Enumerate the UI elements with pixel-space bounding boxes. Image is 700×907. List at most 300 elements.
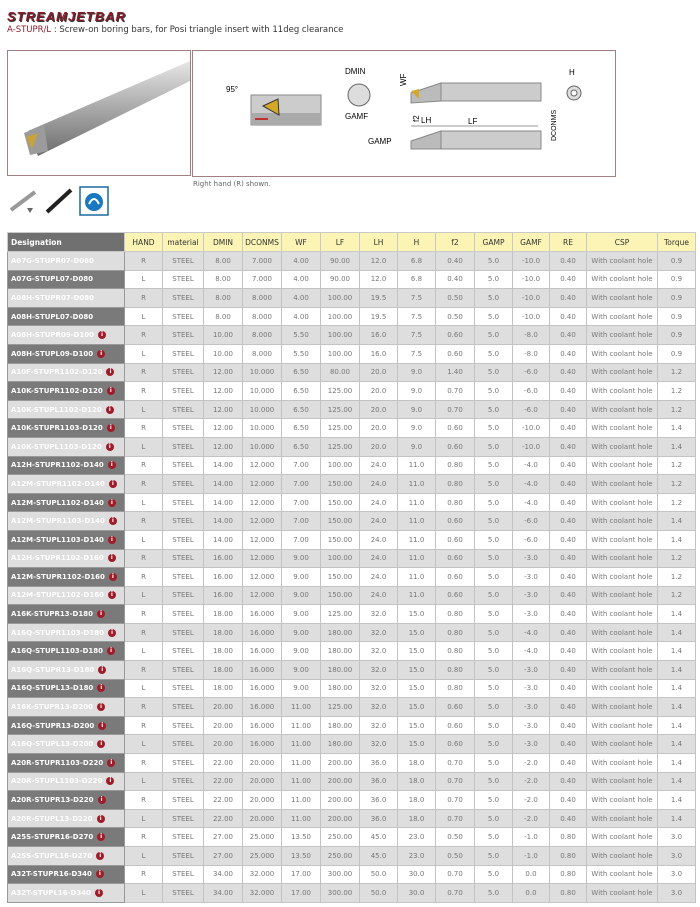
designation-link[interactable]: A12M-STUPL1103-D140 xyxy=(11,535,104,544)
cell-re: 0.40 xyxy=(550,716,587,735)
cell-re: 0.40 xyxy=(550,512,587,531)
cell-gamf: -6.0 xyxy=(513,512,550,531)
cell-f2: 0.80 xyxy=(436,623,475,642)
designation-cell[interactable] xyxy=(8,400,125,419)
table-row xyxy=(8,475,696,494)
info-icon[interactable]: i xyxy=(107,387,115,395)
designation-cell[interactable] xyxy=(8,419,125,438)
designation-cell[interactable] xyxy=(8,307,125,326)
cell-re: 0.40 xyxy=(550,754,587,773)
cell-re: 0.40 xyxy=(550,326,587,345)
table-row xyxy=(8,252,696,271)
table-row xyxy=(8,586,696,605)
cell-wf: 4.00 xyxy=(282,270,321,289)
table-row xyxy=(8,772,696,791)
cell-re: 0.40 xyxy=(550,642,587,661)
cell-re: 0.40 xyxy=(550,437,587,456)
designation-link[interactable]: A08H-STUPR07-D080 xyxy=(11,293,95,302)
cell-csp: With coolant hole xyxy=(587,307,658,326)
cell-gamp: 5.0 xyxy=(475,344,513,363)
cell-dconms: 12.000 xyxy=(243,549,282,568)
designation-link[interactable]: A32T-STUPR16-D340 xyxy=(11,870,92,879)
cell-hand: R xyxy=(125,568,163,587)
info-icon[interactable]: i xyxy=(108,536,116,544)
cell-gamp: 5.0 xyxy=(475,754,513,773)
designation-link[interactable]: A08H-STUPL07-D080 xyxy=(11,312,94,321)
cell-torque: 1.2 xyxy=(658,382,696,401)
table-row xyxy=(8,716,696,735)
table-row xyxy=(8,326,696,345)
info-icon[interactable]: i xyxy=(98,796,106,804)
designation-cell[interactable] xyxy=(8,623,125,642)
column-header: f2 xyxy=(436,233,475,252)
cell-hand: R xyxy=(125,828,163,847)
cell-gamf: -3.0 xyxy=(513,679,550,698)
info-icon[interactable]: i xyxy=(109,480,117,488)
info-icon[interactable]: i xyxy=(109,517,117,525)
cell-lf: 150.00 xyxy=(321,586,360,605)
cell-material: STEEL xyxy=(163,289,204,308)
cell-dconms: 16.000 xyxy=(243,623,282,642)
info-icon[interactable]: i xyxy=(96,852,104,860)
designation-cell[interactable] xyxy=(8,698,125,717)
designation-cell[interactable] xyxy=(8,754,125,773)
cell-hand: L xyxy=(125,847,163,866)
cell-f2: 0.80 xyxy=(436,679,475,698)
cell-material: STEEL xyxy=(163,791,204,810)
info-icon[interactable]: i xyxy=(106,406,114,414)
cell-lf: 100.00 xyxy=(321,456,360,475)
cell-material: STEEL xyxy=(163,549,204,568)
designation-cell[interactable] xyxy=(8,456,125,475)
cell-material: STEEL xyxy=(163,252,204,271)
designation-cell[interactable] xyxy=(8,289,125,308)
cell-torque: 0.9 xyxy=(658,307,696,326)
info-icon[interactable]: i xyxy=(108,629,116,637)
designation-link[interactable]: A10K-STUPR1103-D120 xyxy=(11,424,103,433)
cell-dconms: 16.000 xyxy=(243,698,282,717)
cell-dconms: 25.000 xyxy=(243,847,282,866)
cell-torque: 0.9 xyxy=(658,289,696,308)
designation-link[interactable]: A12M-STUPR1102-D160 xyxy=(11,572,105,581)
cell-dmin: 34.00 xyxy=(204,865,243,884)
info-icon[interactable]: i xyxy=(108,461,116,469)
designation-cell[interactable] xyxy=(8,270,125,289)
info-icon[interactable]: i xyxy=(97,703,105,711)
cell-material: STEEL xyxy=(163,605,204,624)
column-header: GAMP xyxy=(475,233,513,252)
table-row xyxy=(8,493,696,512)
cell-re: 0.80 xyxy=(550,865,587,884)
table-row xyxy=(8,382,696,401)
column-header: LF xyxy=(321,233,360,252)
cell-f2: 0.60 xyxy=(436,568,475,587)
designation-link[interactable]: A08H-STUPR09-D100 xyxy=(11,331,95,340)
designation-link[interactable]: A10F-STUPR1102-D120 xyxy=(11,368,103,377)
info-icon[interactable]: i xyxy=(107,759,115,767)
cell-dconms: 12.000 xyxy=(243,586,282,605)
cell-wf: 5.50 xyxy=(282,344,321,363)
cell-gamf: -10.0 xyxy=(513,270,550,289)
cell-hand: R xyxy=(125,791,163,810)
cell-wf: 13.50 xyxy=(282,828,321,847)
cell-dconms: 12.000 xyxy=(243,568,282,587)
cell-h: 9.0 xyxy=(398,382,436,401)
cell-lh: 24.0 xyxy=(360,549,398,568)
cell-f2: 0.40 xyxy=(436,270,475,289)
designation-cell[interactable] xyxy=(8,735,125,754)
cell-csp: With coolant hole xyxy=(587,828,658,847)
cell-dconms: 20.000 xyxy=(243,809,282,828)
info-icon[interactable]: i xyxy=(106,443,114,451)
cell-dconms: 8.000 xyxy=(243,326,282,345)
cell-material: STEEL xyxy=(163,400,204,419)
designation-link[interactable]: A16Q-STUPL1103-D180 xyxy=(11,647,104,656)
cell-dmin: 22.00 xyxy=(204,772,243,791)
cell-h: 9.0 xyxy=(398,363,436,382)
column-header: LH xyxy=(360,233,398,252)
designation-cell[interactable] xyxy=(8,493,125,512)
info-icon[interactable]: i xyxy=(108,499,116,507)
cell-dconms: 16.000 xyxy=(243,679,282,698)
cell-lh: 45.0 xyxy=(360,847,398,866)
designation-link[interactable]: A25S-STUPR16-D270 xyxy=(11,833,94,842)
cell-torque: 1.4 xyxy=(658,419,696,438)
cell-gamp: 5.0 xyxy=(475,772,513,791)
cell-gamf: -10.0 xyxy=(513,437,550,456)
designation-cell[interactable] xyxy=(8,847,125,866)
cell-gamf: -6.0 xyxy=(513,363,550,382)
designation-cell[interactable] xyxy=(8,884,125,903)
designation-link[interactable]: A16Q-STUPL13-D180 xyxy=(11,684,94,693)
info-icon[interactable]: i xyxy=(108,554,116,562)
designation-link[interactable]: A12H-STUPR1102-D140 xyxy=(11,461,104,470)
cell-f2: 0.70 xyxy=(436,865,475,884)
cell-f2: 0.50 xyxy=(436,307,475,326)
cell-lh: 24.0 xyxy=(360,568,398,587)
designation-cell[interactable] xyxy=(8,661,125,680)
designation-cell[interactable] xyxy=(8,865,125,884)
cell-material: STEEL xyxy=(163,512,204,531)
cell-gamf: -6.0 xyxy=(513,530,550,549)
cell-f2: 0.70 xyxy=(436,382,475,401)
designation-cell[interactable] xyxy=(8,382,125,401)
cell-re: 0.80 xyxy=(550,847,587,866)
designation-cell[interactable] xyxy=(8,437,125,456)
cell-re: 0.40 xyxy=(550,809,587,828)
cell-gamp: 5.0 xyxy=(475,679,513,698)
cell-dconms: 12.000 xyxy=(243,456,282,475)
cell-lh: 12.0 xyxy=(360,252,398,271)
designation-link[interactable]: A08H-STUPL09-D100 xyxy=(11,349,94,358)
info-icon[interactable]: i xyxy=(97,350,105,358)
svg-text:LF: LF xyxy=(468,117,478,126)
info-icon[interactable]: i xyxy=(109,573,117,581)
designation-cell[interactable] xyxy=(8,568,125,587)
feature-icons xyxy=(7,186,109,216)
cell-h: 18.0 xyxy=(398,772,436,791)
designation-cell[interactable] xyxy=(8,642,125,661)
cell-dconms: 10.000 xyxy=(243,437,282,456)
cell-dconms: 7.000 xyxy=(243,270,282,289)
cell-hand: L xyxy=(125,642,163,661)
cell-dconms: 10.000 xyxy=(243,382,282,401)
info-icon[interactable]: i xyxy=(97,610,105,618)
designation-cell[interactable] xyxy=(8,363,125,382)
designation-cell[interactable] xyxy=(8,809,125,828)
designation-cell[interactable] xyxy=(8,828,125,847)
cell-gamf: -2.0 xyxy=(513,809,550,828)
cell-f2: 0.60 xyxy=(436,419,475,438)
info-icon[interactable]: i xyxy=(97,815,105,823)
cell-wf: 7.00 xyxy=(282,475,321,494)
designation-link[interactable]: A25S-STUPL16-D270 xyxy=(11,851,93,860)
cell-material: STEEL xyxy=(163,363,204,382)
cell-gamp: 5.0 xyxy=(475,716,513,735)
cell-f2: 0.50 xyxy=(436,847,475,866)
designation-link[interactable]: A16K-STUPR13-D200 xyxy=(11,703,93,712)
cell-h: 30.0 xyxy=(398,884,436,903)
cell-gamp: 5.0 xyxy=(475,437,513,456)
cell-gamp: 5.0 xyxy=(475,735,513,754)
cell-csp: With coolant hole xyxy=(587,252,658,271)
designation-cell[interactable] xyxy=(8,791,125,810)
cell-gamp: 5.0 xyxy=(475,307,513,326)
cell-lh: 32.0 xyxy=(360,679,398,698)
cell-h: 11.0 xyxy=(398,549,436,568)
designation-link[interactable]: A20R-STUPR13-D220 xyxy=(11,796,94,805)
designation-link[interactable]: A07G-STUPR07-D080 xyxy=(11,256,94,265)
cell-wf: 9.00 xyxy=(282,586,321,605)
cell-lh: 32.0 xyxy=(360,642,398,661)
cell-dconms: 32.000 xyxy=(243,865,282,884)
cell-lh: 19.5 xyxy=(360,307,398,326)
cell-lf: 150.00 xyxy=(321,475,360,494)
cell-lh: 24.0 xyxy=(360,493,398,512)
column-header: WF xyxy=(282,233,321,252)
diagram-caption: Right hand (R) shown. xyxy=(193,180,271,188)
cell-torque: 1.4 xyxy=(658,605,696,624)
designation-link[interactable]: A16Q-STUPR1103-D180 xyxy=(11,628,104,637)
cell-material: STEEL xyxy=(163,270,204,289)
designation-link[interactable]: A20R-STUPL13-D220 xyxy=(11,814,93,823)
cell-hand: R xyxy=(125,252,163,271)
cell-f2: 0.60 xyxy=(436,698,475,717)
designation-link[interactable]: A20R-STUPL1103-D220 xyxy=(11,777,103,786)
info-icon[interactable]: i xyxy=(98,331,106,339)
cell-torque: 1.4 xyxy=(658,512,696,531)
cell-h: 15.0 xyxy=(398,661,436,680)
designation-link[interactable]: A32T-STUPL16-D340 xyxy=(11,888,91,897)
designation-cell[interactable] xyxy=(8,475,125,494)
cell-wf: 6.50 xyxy=(282,419,321,438)
designation-cell[interactable] xyxy=(8,549,125,568)
designation-cell[interactable] xyxy=(8,344,125,363)
cell-lh: 20.0 xyxy=(360,437,398,456)
designation-link[interactable]: A10K-STUPL1102-D120 xyxy=(11,405,102,414)
cell-lh: 24.0 xyxy=(360,586,398,605)
designation-link[interactable]: A07G-STUPL07-D080 xyxy=(11,275,93,284)
cell-dconms: 16.000 xyxy=(243,642,282,661)
designation-link[interactable]: A10K-STUPL1103-D120 xyxy=(11,442,102,451)
cell-material: STEEL xyxy=(163,716,204,735)
cell-dmin: 14.00 xyxy=(204,493,243,512)
designation-cell[interactable] xyxy=(8,679,125,698)
designation-link[interactable]: A12M-STUPL1102-D140 xyxy=(11,498,104,507)
designation-cell[interactable] xyxy=(8,326,125,345)
info-icon[interactable]: i xyxy=(97,684,105,692)
cell-torque: 0.9 xyxy=(658,344,696,363)
cell-h: 11.0 xyxy=(398,493,436,512)
cell-material: STEEL xyxy=(163,884,204,903)
cell-dmin: 22.00 xyxy=(204,791,243,810)
cell-csp: With coolant hole xyxy=(587,716,658,735)
cell-dmin: 8.00 xyxy=(204,289,243,308)
cell-csp: With coolant hole xyxy=(587,493,658,512)
cell-material: STEEL xyxy=(163,493,204,512)
designation-link[interactable]: A12M-STUPR1103-D140 xyxy=(11,517,105,526)
cell-lh: 36.0 xyxy=(360,754,398,773)
cell-lf: 125.00 xyxy=(321,605,360,624)
designation-link[interactable]: A16K-STUPR13-D180 xyxy=(11,610,93,619)
table-row xyxy=(8,735,696,754)
designation-cell[interactable] xyxy=(8,716,125,735)
cell-re: 0.40 xyxy=(550,419,587,438)
info-icon[interactable]: i xyxy=(107,647,115,655)
table-header xyxy=(8,233,696,252)
cell-csp: With coolant hole xyxy=(587,549,658,568)
designation-cell[interactable] xyxy=(8,772,125,791)
cell-re: 0.40 xyxy=(550,270,587,289)
column-header: Designation xyxy=(8,233,125,252)
cell-wf: 17.00 xyxy=(282,884,321,903)
column-header: material xyxy=(163,233,204,252)
designation-cell[interactable] xyxy=(8,512,125,531)
cell-gamf: -4.0 xyxy=(513,623,550,642)
cell-wf: 4.00 xyxy=(282,307,321,326)
designation-link[interactable]: A12H-STUPR1102-D160 xyxy=(11,554,104,563)
info-icon[interactable]: i xyxy=(97,740,105,748)
cell-h: 23.0 xyxy=(398,828,436,847)
table-row xyxy=(8,605,696,624)
designation-link[interactable]: A16Q-STUPR13-D180 xyxy=(11,665,95,674)
cell-csp: With coolant hole xyxy=(587,530,658,549)
designation-link[interactable]: A12M-STUPR1102-D140 xyxy=(11,479,105,488)
column-header: DMIN xyxy=(204,233,243,252)
table-row xyxy=(8,400,696,419)
cell-f2: 0.70 xyxy=(436,400,475,419)
cell-material: STEEL xyxy=(163,586,204,605)
designation-link[interactable]: A10K-STUPR1102-D120 xyxy=(11,386,103,395)
info-icon[interactable]: i xyxy=(98,666,106,674)
table-row xyxy=(8,568,696,587)
cell-torque: 1.4 xyxy=(658,698,696,717)
cell-dmin: 18.00 xyxy=(204,661,243,680)
cell-dmin: 12.00 xyxy=(204,400,243,419)
cell-f2: 0.80 xyxy=(436,456,475,475)
cell-gamf: -3.0 xyxy=(513,735,550,754)
info-icon[interactable]: i xyxy=(95,889,103,897)
cell-f2: 0.70 xyxy=(436,791,475,810)
cell-csp: With coolant hole xyxy=(587,289,658,308)
cell-f2: 0.80 xyxy=(436,493,475,512)
cell-torque: 1.4 xyxy=(658,679,696,698)
designation-cell[interactable] xyxy=(8,605,125,624)
info-icon[interactable]: i xyxy=(108,591,116,599)
table-row xyxy=(8,456,696,475)
cell-wf: 7.00 xyxy=(282,493,321,512)
info-icon[interactable]: i xyxy=(96,870,104,878)
cell-wf: 4.00 xyxy=(282,289,321,308)
info-icon[interactable]: i xyxy=(106,777,114,785)
cell-lf: 180.00 xyxy=(321,679,360,698)
cell-re: 0.40 xyxy=(550,307,587,326)
designation-link[interactable]: A12M-STUPL1102-D160 xyxy=(11,591,104,600)
designation-cell[interactable] xyxy=(8,252,125,271)
cell-wf: 11.00 xyxy=(282,791,321,810)
designation-link[interactable]: A16Q-STUPR13-D200 xyxy=(11,721,95,730)
cell-hand: L xyxy=(125,400,163,419)
cell-gamf: -10.0 xyxy=(513,252,550,271)
cell-torque: 1.4 xyxy=(658,772,696,791)
cell-gamp: 5.0 xyxy=(475,456,513,475)
cell-csp: With coolant hole xyxy=(587,754,658,773)
cell-material: STEEL xyxy=(163,530,204,549)
cell-h: 30.0 xyxy=(398,865,436,884)
cell-gamf: -3.0 xyxy=(513,586,550,605)
designation-cell[interactable] xyxy=(8,586,125,605)
cell-lf: 125.00 xyxy=(321,698,360,717)
cell-material: STEEL xyxy=(163,772,204,791)
cell-lh: 16.0 xyxy=(360,344,398,363)
cell-h: 15.0 xyxy=(398,735,436,754)
cell-gamp: 5.0 xyxy=(475,698,513,717)
cell-re: 0.40 xyxy=(550,493,587,512)
cell-wf: 11.00 xyxy=(282,698,321,717)
cell-dmin: 12.00 xyxy=(204,437,243,456)
info-icon[interactable]: i xyxy=(97,833,105,841)
cell-dconms: 12.000 xyxy=(243,530,282,549)
designation-link[interactable]: A16Q-STUPL13-D200 xyxy=(11,740,94,749)
cell-gamp: 5.0 xyxy=(475,512,513,531)
designation-cell[interactable] xyxy=(8,530,125,549)
info-icon[interactable]: i xyxy=(106,368,114,376)
cell-wf: 5.50 xyxy=(282,326,321,345)
cell-re: 0.40 xyxy=(550,568,587,587)
cell-material: STEEL xyxy=(163,661,204,680)
cell-dconms: 8.000 xyxy=(243,344,282,363)
table-row xyxy=(8,512,696,531)
cell-wf: 9.00 xyxy=(282,568,321,587)
cell-wf: 9.00 xyxy=(282,623,321,642)
info-icon[interactable]: i xyxy=(107,424,115,432)
cell-hand: R xyxy=(125,475,163,494)
cell-wf: 11.00 xyxy=(282,809,321,828)
cell-wf: 11.00 xyxy=(282,716,321,735)
cell-lh: 24.0 xyxy=(360,512,398,531)
cell-dmin: 14.00 xyxy=(204,530,243,549)
cell-gamf: -10.0 xyxy=(513,289,550,308)
cell-gamp: 5.0 xyxy=(475,828,513,847)
cell-gamp: 5.0 xyxy=(475,847,513,866)
info-icon[interactable]: i xyxy=(98,722,106,730)
cell-h: 6.8 xyxy=(398,252,436,271)
cell-lf: 300.00 xyxy=(321,884,360,903)
cell-csp: With coolant hole xyxy=(587,791,658,810)
cell-dmin: 34.00 xyxy=(204,884,243,903)
designation-link[interactable]: A20R-STUPR1103-D220 xyxy=(11,758,104,767)
cell-torque: 1.4 xyxy=(658,735,696,754)
